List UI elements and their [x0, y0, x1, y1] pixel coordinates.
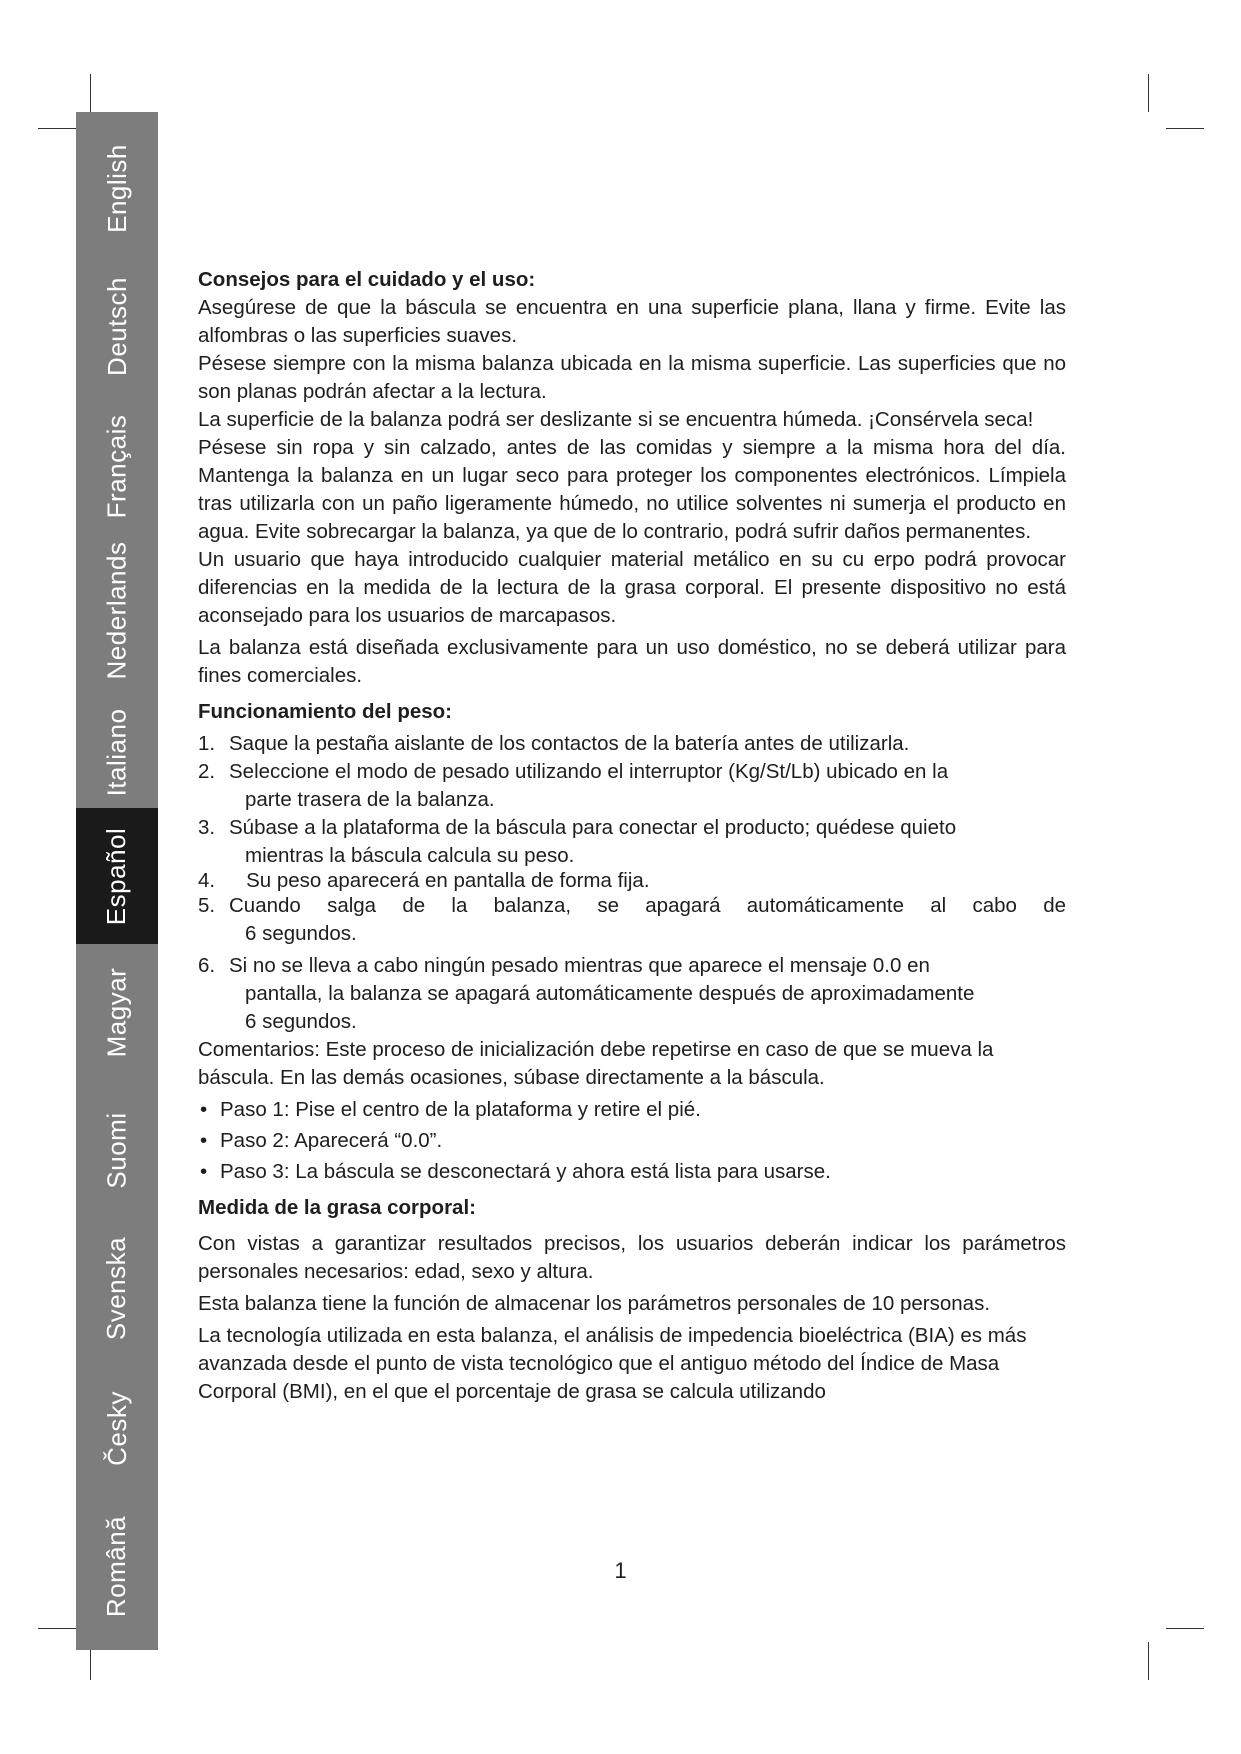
- bullet-item: • Paso 2: Aparecerá “0.0”.: [200, 1129, 443, 1152]
- section-heading-operation: Funcionamiento del peso:: [198, 700, 452, 723]
- list-text: Cuando salga de la balanza, se apagará automáticamente al cabo de: [229, 894, 1066, 917]
- crop-mark: [1148, 74, 1149, 112]
- paragraph: La balanza está diseñada exclusivamente para un uso doméstico, no se deberá utilizar para fines comerciales.: [198, 636, 1066, 687]
- list-number: 3.: [198, 816, 216, 839]
- paragraph: Pésese sin ropa y sin calzado, antes de las comidas y siempre a la misma hora del día. Mantenga la balanza en un lugar seco para proteger los componentes electrónicos. Límpiela tras utilizarla con un paño ligeramente húmedo, no utilice solventes ni sumerja el producto en agua. Evite sobrecargar la balanza, ya que de lo contrario, podrá sufrir daños permanentes.: [198, 436, 1066, 543]
- section-heading-body-fat: Medida de la grasa corporal:: [198, 1196, 476, 1219]
- list-text: Súbase a la plataforma de la báscula para conectar el producto; quédese quieto: [229, 816, 957, 839]
- lang-tab-english[interactable]: [76, 120, 158, 256]
- page-content: [198, 266, 1066, 1406]
- crop-mark: [1166, 1628, 1204, 1629]
- lang-tab-cesky[interactable]: [76, 1360, 158, 1496]
- paragraph: Un usuario que haya introducido cualquier material metálico en su cu erpo podrá provocar diferencias en la medida de la lectura de la grasa corporal. El presente dispositivo no está aconsejado para los usuarios de marcapasos.: [198, 548, 1066, 627]
- list-text: Su peso aparecerá en pantalla de forma fija.: [229, 869, 650, 892]
- list-item: [198, 730, 1066, 758]
- lang-tab-suomi[interactable]: [76, 1082, 158, 1218]
- list-number: 1.: [198, 732, 216, 755]
- list-text: Si no se lleva a cabo ningún pesado mientras que aparece el mensaje 0.0 en: [229, 954, 930, 977]
- lang-tab-label: Español: [101, 827, 132, 925]
- list-number: 4.: [198, 869, 216, 892]
- paragraph: La tecnología utilizada en esta balanza, el análisis de impedencia bioeléctrica (BIA) es más avanzada desde el punto de vista tecnológico que el antiguo método del Índice de Masa Corporal (BMI), en el que el porcentaje de grasa se calcula utilizando: [198, 1324, 1027, 1403]
- section-heading-care: Consejos para el cuidado y el uso:: [198, 268, 536, 291]
- lang-tab-label: Français: [101, 414, 132, 518]
- crop-mark: [38, 1628, 76, 1629]
- list-text-continuation: 6 segundos.: [245, 1010, 357, 1033]
- lang-tab-label: Nederlands: [101, 541, 132, 679]
- list-item: [198, 952, 1066, 1036]
- lang-tab-label: English: [101, 143, 132, 233]
- lang-tab-label: Magyar: [101, 967, 132, 1057]
- lang-tab-label: Deutsch: [101, 276, 132, 376]
- bullet-text: Paso 3: La báscula se desconectará y ahora está lista para usarse.: [220, 1160, 831, 1183]
- lang-tab-nederlands[interactable]: [76, 542, 158, 678]
- lang-tab-espanol[interactable]: [76, 808, 158, 944]
- list-item: [198, 870, 1066, 892]
- paragraph: Asegúrese de que la báscula se encuentra en una superficie plana, llana y firme. Evite las alfombras o las superficies suaves.: [198, 296, 1066, 347]
- lang-tab-label: Suomi: [101, 1111, 132, 1189]
- list-text-continuation: mientras la báscula calcula su peso.: [245, 844, 575, 867]
- lang-tab-francais[interactable]: [76, 398, 158, 534]
- bullet-item: • Paso 1: Pise el centro de la plataforma y retire el pié.: [200, 1098, 701, 1121]
- crop-mark: [38, 128, 76, 129]
- list-number: 5.: [198, 894, 216, 917]
- bullet-text: Paso 1: Pise el centro de la plataforma y retire el pié.: [220, 1098, 701, 1121]
- lang-tab-magyar[interactable]: [76, 944, 158, 1080]
- paragraph: Pésese siempre con la misma balanza ubicada en la misma superficie. Las superficies que no son planas podrán afectar a la lectura.: [198, 352, 1066, 403]
- language-sidebar: [76, 112, 158, 1650]
- lang-tab-italiano[interactable]: [76, 684, 158, 820]
- list-text-continuation: pantalla, la balanza se apagará automáticamente después de aproximadamente: [245, 982, 975, 1005]
- crop-mark: [90, 74, 91, 112]
- lang-tab-label: Română: [101, 1515, 132, 1617]
- list-item: [198, 814, 1066, 870]
- lang-tab-label: Česky: [101, 1390, 132, 1466]
- lang-tab-label: Italiano: [101, 708, 132, 796]
- list-text-continuation: 6 segundos.: [245, 922, 357, 945]
- paragraph: Esta balanza tiene la función de almacenar los parámetros personales de 10 personas.: [198, 1292, 991, 1315]
- bullet-item: • Paso 3: La báscula se desconectará y ahora está lista para usarse.: [200, 1160, 831, 1183]
- paragraph: La superficie de la balanza podrá ser deslizante si se encuentra húmeda. ¡Consérvela seca!: [198, 408, 1034, 431]
- lang-tab-label: Svenska: [101, 1236, 132, 1340]
- crop-mark: [1148, 1642, 1149, 1680]
- list-number: 2.: [198, 760, 216, 783]
- page-number: 1: [614, 1558, 627, 1583]
- list-text-continuation: parte trasera de la balanza.: [245, 788, 495, 811]
- list-item: [198, 892, 1066, 948]
- lang-tab-svenska[interactable]: [76, 1220, 158, 1356]
- list-number: 6.: [198, 954, 216, 977]
- list-text: Seleccione el modo de pesado utilizando el interruptor (Kg/St/Lb) ubicado en la: [229, 760, 949, 783]
- lang-tab-deutsch[interactable]: [76, 258, 158, 394]
- crop-mark: [1166, 128, 1204, 129]
- list-item: [198, 758, 1066, 814]
- bullet-text: Paso 2: Aparecerá “0.0”.: [220, 1129, 443, 1152]
- paragraph: Con vistas a garantizar resultados precisos, los usuarios deberán indicar los parámetros personales necesarios: edad, sexo y altura.: [198, 1232, 1066, 1283]
- bullet-list: [198, 1096, 1066, 1186]
- paragraph-comments: Comentarios: Este proceso de inicialización debe repetirse en caso de que se mueva la báscula. En las demás ocasiones, súbase directamente a la báscula.: [198, 1038, 994, 1089]
- numbered-list: [198, 730, 1066, 1036]
- list-text: Saque la pestaña aislante de los contactos de la batería antes de utilizarla.: [229, 732, 910, 755]
